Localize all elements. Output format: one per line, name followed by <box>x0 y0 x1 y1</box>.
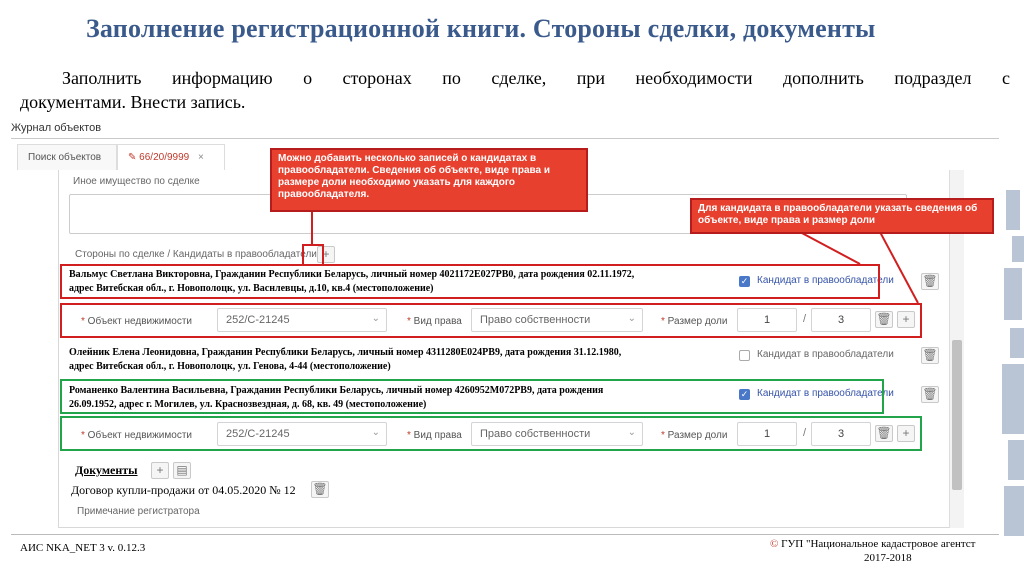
right-type-select[interactable]: Право собственности ⌄ <box>471 422 643 446</box>
instruction-line-2: документами. Внести запись. <box>20 92 246 112</box>
add-party-button[interactable]: + <box>317 246 335 263</box>
object-select[interactable]: 252/C-21245 ⌄ <box>217 308 387 332</box>
share-numerator[interactable]: 1 <box>737 422 797 446</box>
trash-icon: 🗑 <box>922 387 938 401</box>
add-share-button[interactable]: + <box>897 311 915 328</box>
document-entry[interactable]: Договор купли-продажи от 04.05.2020 № 12 <box>71 483 296 497</box>
slide-title: Заполнение регистрационной книги. Стороны сделки, документы <box>86 14 876 43</box>
party-line: адрес Витебская обл., г. Новополоцк, ул. Генова, 4-44 (местоположение) <box>69 361 391 372</box>
slash: / <box>803 427 807 439</box>
add-document-button[interactable]: + <box>151 462 169 479</box>
party-line: адрес Витебская обл., г. Новополоцк, ул. Васнлевцы, д.10, кв.4 (местоположение) <box>69 283 434 294</box>
share-label: * Размер доли <box>661 430 728 441</box>
instruction-line-1: Заполнить информацию о сторонах по сделке, при необходимости дополнить подраздел с <box>62 68 1010 88</box>
right-type-label: * Вид права <box>407 316 462 327</box>
candidate-checkbox[interactable]: ✓ <box>740 389 749 399</box>
document-icon[interactable]: ▤ <box>173 462 191 479</box>
chevron-down-icon: ⌄ <box>371 313 380 324</box>
party-line: Романенко Валентина Васильевна, Гражданин Республики Беларусь, личный номер 4260952M072PB9, дата рождения <box>69 385 604 396</box>
copyright-icon: © <box>770 538 779 550</box>
parties-label: Стороны по сделке / Кандидаты в правообладатели <box>75 249 317 260</box>
connector-line <box>800 232 860 264</box>
footer-org <box>770 538 975 550</box>
trash-icon: 🗑 <box>312 482 328 496</box>
share-label: * Размер доли <box>661 316 728 327</box>
tab-label: 66/20/9999 <box>139 152 190 163</box>
other-property-label: Иное имущество по сделке <box>73 176 200 187</box>
party-line: Вальмус Светлана Викторовна, Гражданин Республики Беларусь, личный номер 4021172E027PB0, дата рождения 02.11.1972, <box>69 269 635 280</box>
trash-icon: 🗑 <box>922 348 938 362</box>
share-denominator[interactable]: 3 <box>811 308 871 332</box>
callout-candidate-details: Для кандидата в правообладатели указать сведения об объекте, виде права и размер доли <box>690 198 994 234</box>
documents-title: Документы <box>75 463 138 477</box>
chevron-down-icon: ⌄ <box>627 427 636 438</box>
add-share-button[interactable]: + <box>897 425 915 442</box>
candidate-label: Кандидат в правообладатели <box>757 388 894 399</box>
trash-icon: 🗑 <box>876 426 892 440</box>
chevron-down-icon: ⌄ <box>627 313 636 324</box>
trash-icon: 🗑 <box>876 312 892 326</box>
connector-line <box>880 232 918 303</box>
tab-label: Поиск объектов <box>28 152 102 163</box>
chevron-down-icon: ⌄ <box>371 427 380 438</box>
party-line: 26.09.1952, адрес г. Могилев, ул. Краснозвездная, д. 68, кв. 49 (местоположение) <box>69 399 427 410</box>
footer-years: 2017-2018 <box>864 552 912 564</box>
object-label: * Объект недвижимости <box>81 316 192 327</box>
object-select[interactable]: 252/C-21245 ⌄ <box>217 422 387 446</box>
candidate-label: Кандидат в правообладатели <box>757 349 894 360</box>
party-line: Олейник Елена Леонидовна, Гражданин Республики Беларусь, личный номер 4311280E024PB9, дата рождения 31.12.1980, <box>69 347 622 358</box>
share-denominator[interactable]: 3 <box>811 422 871 446</box>
org-name: ГУП "Национальное кадастровое агентст <box>781 538 976 550</box>
registrar-note-label: Примечание регистратора <box>77 506 200 517</box>
edit-icon: ✎ <box>128 152 137 163</box>
close-icon[interactable]: × <box>198 152 204 163</box>
right-type-select[interactable]: Право собственности ⌄ <box>471 308 643 332</box>
footer-version: АИС NKA_NET 3 v. 0.12.3 <box>20 542 146 554</box>
journal-title: Журнал объектов <box>11 122 102 134</box>
share-numerator[interactable]: 1 <box>737 308 797 332</box>
slash: / <box>803 313 807 325</box>
candidate-checkbox[interactable]: ✓ <box>740 276 749 286</box>
callout-multiple-candidates: Можно добавить несколько записей о кандидатах в правообладатели. Сведения об объекте, виде права и размере доли необходимо указать для каждого правообладателя. <box>270 148 588 212</box>
candidate-label: Кандидат в правообладатели <box>757 275 894 286</box>
footer-divider <box>11 534 999 535</box>
right-type-label: * Вид права <box>407 430 462 441</box>
object-label: * Объект недвижимости <box>81 430 192 441</box>
trash-icon: 🗑 <box>922 274 938 288</box>
